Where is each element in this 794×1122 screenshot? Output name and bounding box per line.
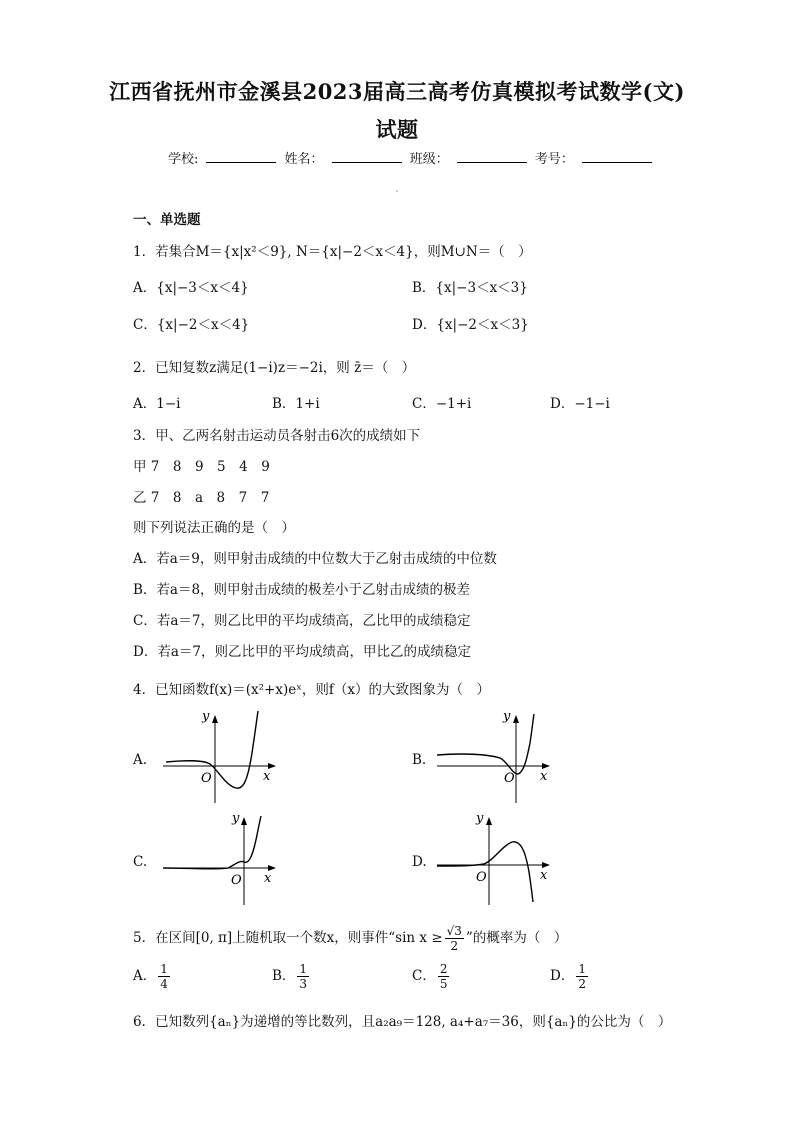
q3-option-a[interactable]: A．若a＝9，则甲射击成绩的中位数大于乙射击成绩的中位数 [133, 551, 497, 567]
q4-option-b-label[interactable]: B. [412, 752, 427, 768]
q4-c-origin: O [231, 873, 242, 888]
exam-title-line1: 江西省抚州市金溪县2023届高三高考仿真模拟考试数学(文) [109, 79, 685, 104]
q5-stem-pre: 5．在区间[0, π]上随机取一个数x，则事件“sin x ≥ [133, 930, 443, 946]
q1-option-d[interactable]: D．{x|−2＜x＜3} [412, 317, 529, 333]
q5-d-label: D． [550, 968, 575, 984]
q1-option-a[interactable]: A．{x|−3＜x＜4} [133, 280, 249, 296]
number-label: 考号： [534, 152, 574, 167]
class-blank[interactable] [457, 150, 527, 163]
name-blank[interactable] [332, 150, 402, 163]
school-blank[interactable] [206, 150, 276, 163]
q3-ask: 则下列说法正确的是（ ） [133, 520, 295, 536]
q2-stem: 2．已知复数z满足(1−i)z＝−2i，则 z̄＝（ ） [133, 360, 416, 376]
q5-option-b[interactable] [272, 962, 311, 991]
q4-b-origin: O [504, 771, 515, 786]
q4-d-x-label: x [540, 868, 548, 883]
q5-d-fraction [576, 962, 588, 991]
q4-option-a-label[interactable]: A. [133, 752, 148, 768]
q4-graph-c[interactable] [158, 810, 288, 910]
q4-a-y-label: y [202, 709, 210, 724]
q5-stem [133, 924, 567, 953]
q4-c-y-label: y [232, 811, 240, 826]
q5-c-den: 5 [439, 977, 448, 991]
exam-title-line2: 试题 [375, 117, 419, 142]
q5-b-num: 1 [299, 962, 308, 976]
q3-stem: 3．甲、乙两名射击运动员各射击6次的成绩如下 [133, 428, 421, 444]
q4-graph-a[interactable] [158, 708, 288, 808]
q5-b-label: B． [272, 968, 296, 984]
q3-row-yi: 乙 7 8 a 8 7 7 [133, 490, 270, 506]
q1-option-c[interactable]: C．{x|−2＜x＜4} [133, 317, 250, 333]
q5-a-num: 1 [160, 962, 168, 976]
q4-option-c-label[interactable]: C. [133, 854, 148, 870]
q3-row-jia: 甲 7 8 9 5 4 9 [133, 459, 270, 475]
q4-option-d-label[interactable]: D. [412, 854, 427, 870]
q5-stem-post: ”的概率为（ ） [465, 930, 568, 946]
q3-option-d[interactable]: D．若a＝7，则乙比甲的平均成绩高，甲比乙的成绩稳定 [133, 644, 471, 660]
q5-c-num: 2 [439, 962, 448, 976]
q4-c-x-label: x [264, 871, 272, 886]
separator-dot [396, 190, 398, 192]
q4-graph-d[interactable] [432, 810, 562, 910]
q4-a-x-label: x [263, 769, 271, 784]
q5-b-den: 3 [299, 977, 308, 991]
q1-stem: 1．若集合M＝{x|x²＜9}, N＝{x|−2＜x＜4}，则M∪N＝（ ） [133, 244, 532, 260]
q5-option-c[interactable] [412, 962, 451, 991]
q4-d-y-label: y [476, 811, 484, 826]
q2-option-d[interactable]: D．−1−i [550, 396, 610, 412]
q4-b-y-label: y [503, 709, 511, 724]
q3-option-c[interactable]: C．若a＝7，则乙比甲的平均成绩高，乙比甲的成绩稳定 [133, 613, 471, 629]
q5-d-num: 1 [578, 962, 586, 976]
number-blank[interactable] [582, 150, 652, 163]
q2-option-c[interactable]: C．−1+i [412, 396, 472, 412]
q2-option-b[interactable]: B．1+i [272, 396, 320, 412]
section-heading: 一、单选题 [133, 212, 201, 228]
q5-a-label: A． [133, 968, 157, 984]
q5-option-a[interactable] [133, 962, 172, 991]
q5-frac-den: 2 [450, 939, 459, 953]
q5-option-d[interactable] [550, 962, 590, 991]
q4-stem: 4．已知函数f(x)＝(x²+x)eˣ，则f（x）的大致图象为（ ） [133, 682, 491, 698]
q5-d-den: 2 [578, 977, 586, 991]
q3-option-b[interactable]: B．若a＝8，则甲射击成绩的极差小于乙射击成绩的极差 [133, 582, 471, 598]
q5-stem-fraction [445, 924, 464, 953]
q4-b-x-label: x [540, 769, 548, 784]
q5-b-fraction [297, 962, 309, 991]
q4-graph-b[interactable] [432, 708, 562, 808]
student-info-row [168, 148, 656, 167]
q4-a-origin: O [201, 771, 212, 786]
q1-option-b[interactable]: B．{x|−3＜x＜3} [412, 280, 528, 296]
class-label: 班级： [409, 152, 449, 167]
q5-c-fraction [438, 962, 450, 991]
school-label: 学校: [168, 152, 199, 167]
q2-option-a[interactable]: A．1−i [133, 396, 181, 412]
q5-frac-num: √3 [446, 924, 462, 938]
q5-a-fraction [158, 962, 170, 991]
name-label: 姓名： [284, 152, 324, 167]
q4-d-origin: O [476, 870, 487, 885]
q5-a-den: 4 [160, 977, 168, 991]
q5-c-label: C． [412, 968, 436, 984]
q6-stem: 6．已知数列{aₙ}为递增的等比数列，且a₂a₉＝128, a₄+a₇＝36，则{aₙ}的公比为（ ） [133, 1014, 672, 1030]
